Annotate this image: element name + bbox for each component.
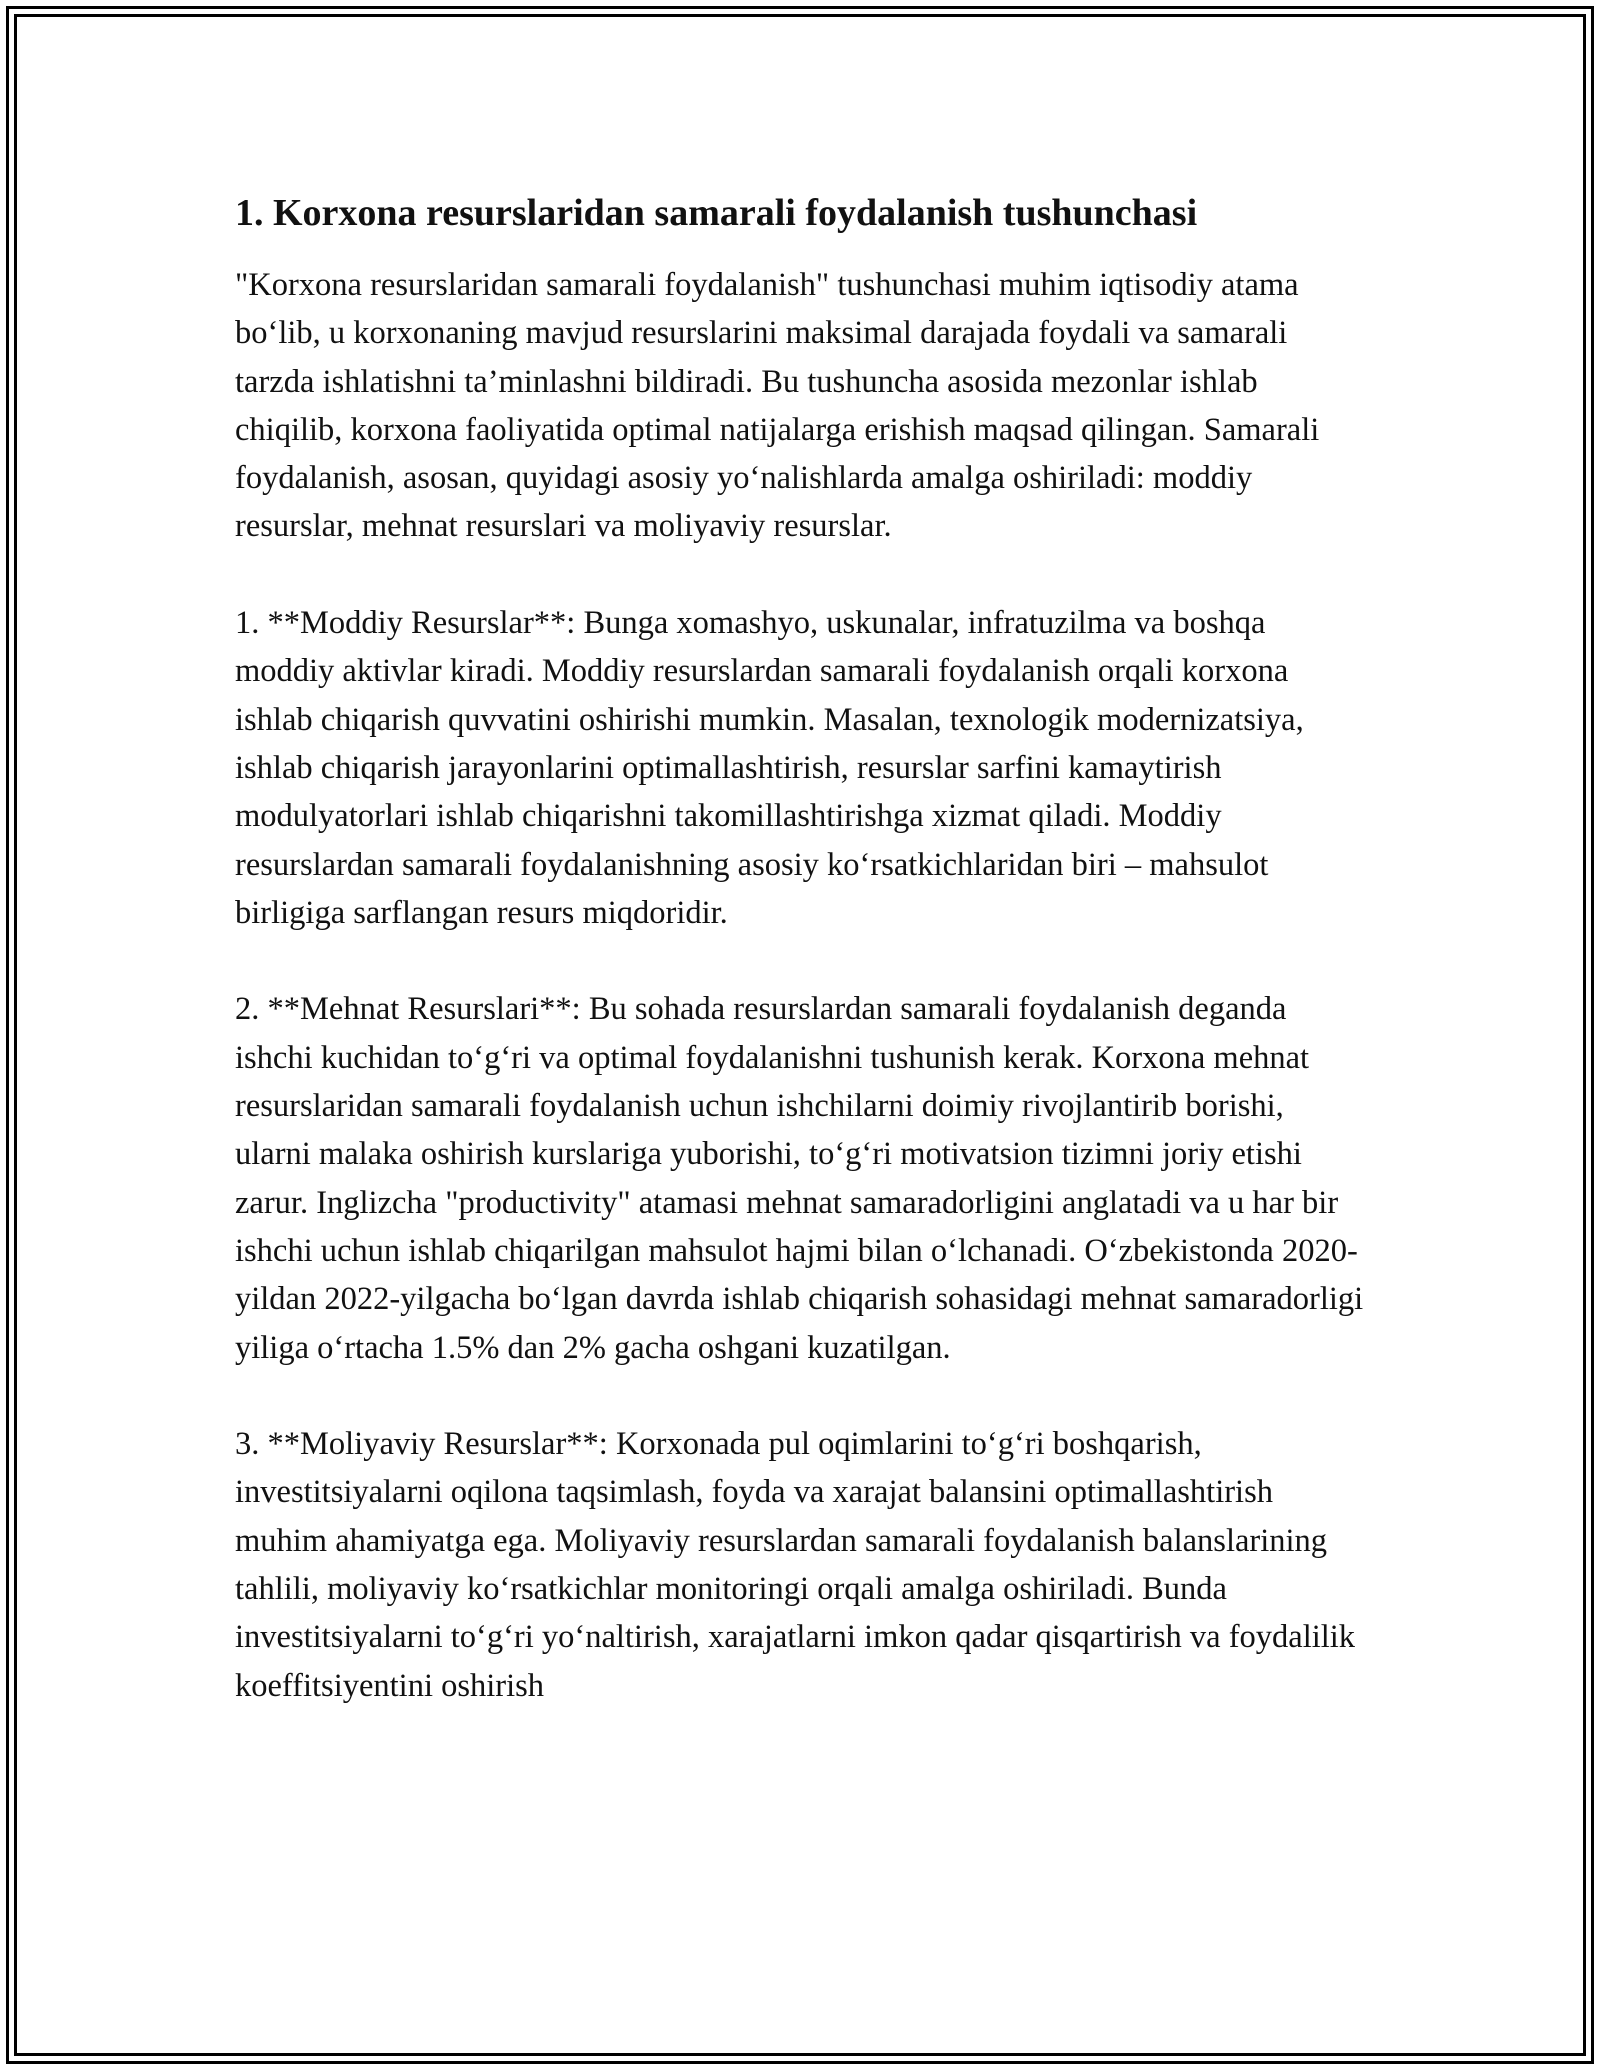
material-resources-paragraph: 1. **Moddiy Resurslar**: Bunga xomashyo, uskunalar, infratuzilma va boshqa moddiy aktivlar kiradi. Moddiy resurslardan samarali foydalanish orqali korxona ishlab chiqarish quvvatini oshirishi mumkin. Masalan, texnologik modernizatsiya, ishlab chiqarish jarayonlarini optimallashtirish, resurslar sarfini kamaytirish modulyatorlari ishlab chiqarishni takomillashtirishga xizmat qiladi. Moddiy resurslardan samarali foydalanishning asosiy ko‘rsatkichlaridan biri – mahsulot birligiga sarflangan resurs miqdoridir.: [235, 605, 1304, 931]
labor-resources-paragraph: 2. **Mehnat Resurslari**: Bu sohada resurslardan samarali foydalanish deganda ishchi kuchidan to‘g‘ri va optimal foydalanishni tushunish kerak. Korxona mehnat resurslaridan samarali foydalanish uchun ishchilarni doimiy rivojlantirib borishi, ularni malaka oshirish kurslariga yuborishi, to‘g‘ri motivatsion tizimni joriy etishi zarur. Inglizcha "productivity" atamasi mehnat samaradorligini anglatadi va u har bir ishchi uchun ishlab chiqarilgan mahsulot hajmi bilan o‘lchanadi. O‘zbekistonda 2020-yildan 2022-yilgacha bo‘lgan davrda ishlab chiqarish sohasidagi mehnat samaradorligi yiliga o‘rtacha 1.5% dan 2% gacha oshgani kuzatilgan.: [235, 991, 1364, 1366]
intro-paragraph: "Korxona resurslaridan samarali foydalanish" tushunchasi muhim iqtisodiy atama bo‘lib, u korxonaning mavjud resurslarini maksimal darajada foydali va samarali tarzda ishlatishni ta’minlashni bildiradi. Bu tushuncha asosida mezonlar ishlab chiqilib, korxona faoliyatida optimal natijalarga erishish maqsad qilingan. Samarali foydalanish, asosan, quyidagi asosiy yo‘nalishlarda amalga oshiriladi: moddiy resurslar, mehnat resurslari va moliyaviy resurslar.: [235, 267, 1320, 545]
paragraph-spacer: [235, 937, 1365, 985]
section-heading: 1. Korxona resurslaridan samarali foydalanish tushunchasi: [235, 192, 1198, 234]
paragraph-spacer: [235, 551, 1365, 599]
document-body: [235, 185, 1365, 1710]
paragraph-spacer: [235, 1372, 1365, 1420]
financial-resources-paragraph: 3. **Moliyaviy Resurslar**: Korxonada pul oqimlarini to‘g‘ri boshqarish, investitsiyalarni oqilona taqsimlash, foyda va xarajat balansini optimallashtirish muhim ahamiyatga ega. Moliyaviy resurslardan samarali foydalanish balanslarining tahlili, moliyaviy ko‘rsatkichlar monitoringi orqali amalga oshiriladi. Bunda investitsiyalarni to‘g‘ri yo‘naltirish, xarajatlarni imkon qadar qisqartirish va foydalilik koeffitsiyentini oshirish: [235, 1426, 1356, 1704]
